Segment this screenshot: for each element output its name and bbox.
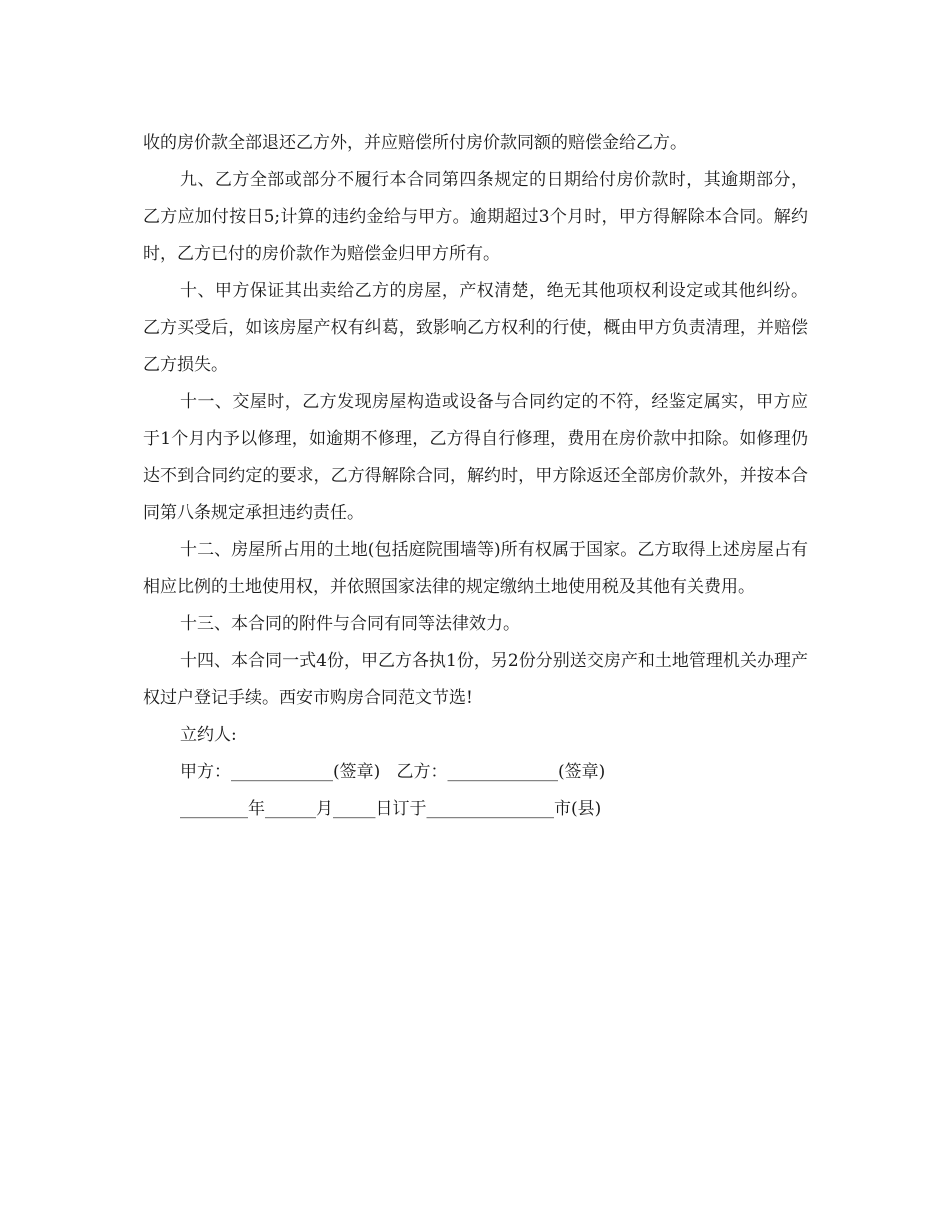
paragraph-continuation: 收的房价款全部退还乙方外，并应赔偿所付房价款同额的赔偿金给乙方。 (143, 133, 687, 153)
clause-9: 九、乙方全部或部分不履行本合同第四条规定的日期给付房价款时，其逾期部分，乙方应加付按日5;计算的违约金给与甲方。逾期超过3个月时，甲方得解除本合同。解约时，乙方已付的房价款作为赔偿金归甲方所有。 (143, 170, 808, 264)
date-place-line: ________年______月_____日订于_______________市(县) (180, 799, 602, 819)
clause-10: 十、甲方保证其出卖给乙方的房屋，产权清楚，绝无其他项权利设定或其他纠纷。乙方买受后，如该房屋产权有纠葛，致影响乙方权利的行使，概由甲方负责清理，并赔偿乙方损失。 (143, 281, 808, 375)
clause-12: 十二、房屋所占用的土地(包括庭院围墙等)所有权属于国家。乙方取得上述房屋占有相应比例的土地使用权，并依照国家法律的规定缴纳土地使用税及其他有关费用。 (143, 540, 808, 597)
clause-11: 十一、交屋时，乙方发现房屋构造或设备与合同约定的不符，经鉴定属实，甲方应于1个月内予以修理，如逾期不修理，乙方得自行修理，费用在房价款中扣除。如修理仍达不到合同约定的要求，乙方得解除合同，解约时，甲方除返还全部房价款外，并按本合同第八条规定承担违约责任。 (143, 392, 808, 523)
contract-text (143, 125, 808, 828)
clause-13: 十三、本合同的附件与合同有同等法律效力。 (180, 614, 520, 634)
parties-signature-line: 甲方：____________(签章) 乙方：_____________(签章) (180, 762, 606, 782)
clause-14: 十四、本合同一式4份，甲乙方各执1份，另2份分别送交房产和土地管理机关办理产权过户登记手续。西安市购房合同范文节选! (143, 651, 808, 708)
signatories-label: 立约人: (180, 725, 237, 745)
